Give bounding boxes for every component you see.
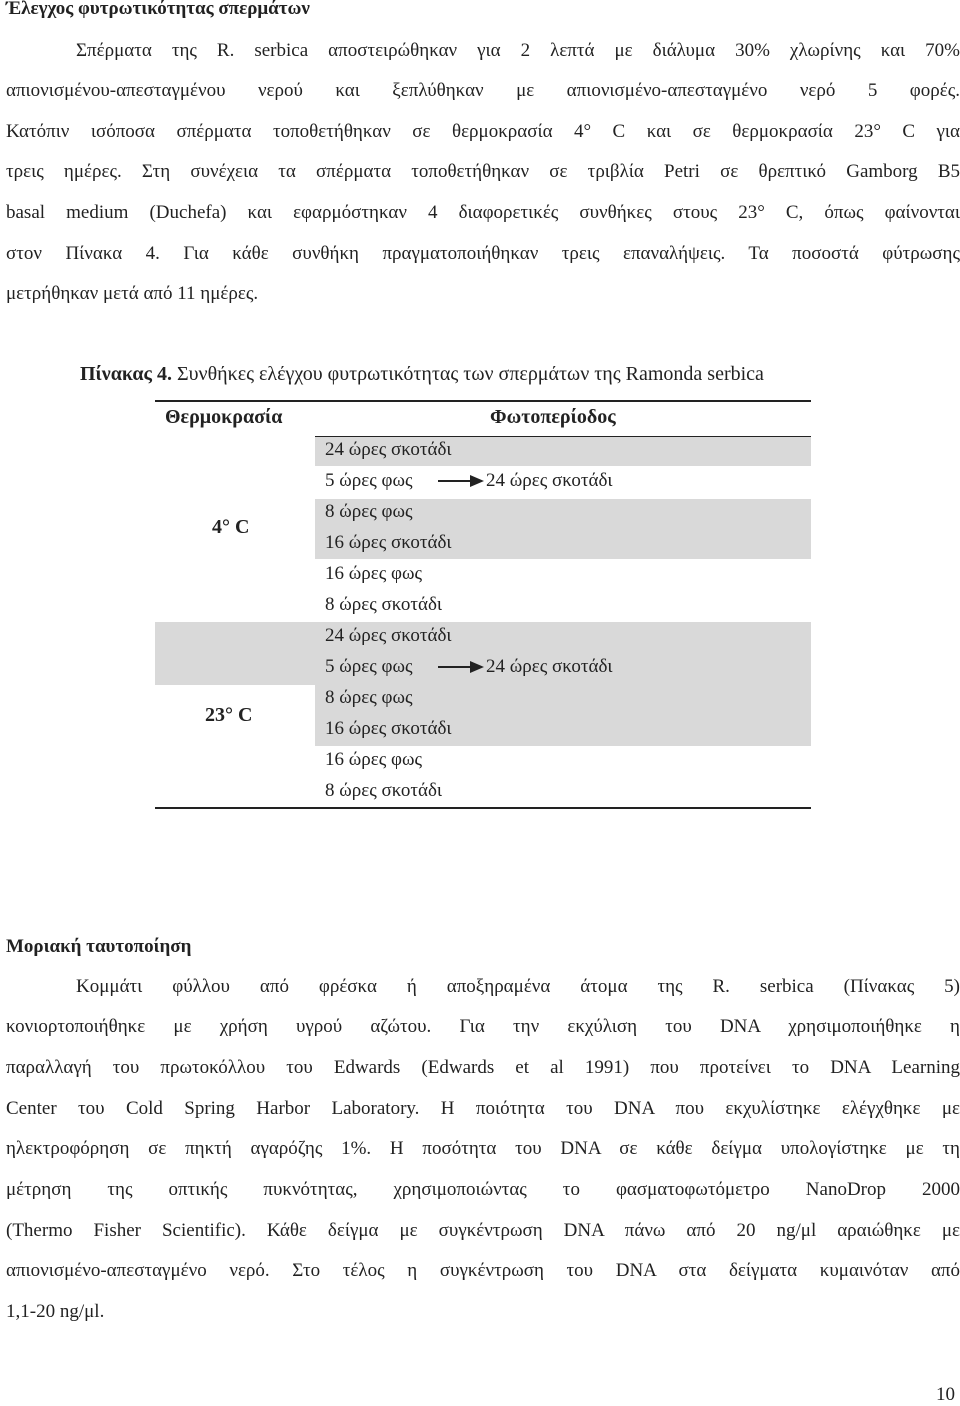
paragraph-line: στον Πίνακα 4. Για κάθε συνθήκη πραγματοποιήθηκαν τρεις επαναλήψεις. Τα ποσοστά φύτρωσης [6, 243, 960, 264]
paragraph-line: Κατόπιν ισόποσα σπέρματα τοποθετήθηκαν σε θερμοκρασία 4° C και σε θερμοκρασία 23° C για [6, 121, 960, 142]
paragraph-line: κονιορτοποιήθηκε με χρήση υγρού αζώτου. Για την εκχύλιση του DNA χρησιμοποιήθηκε η [6, 1016, 960, 1037]
table-cell: 24 ώρες σκοτάδι [325, 439, 452, 460]
table-top-rule [155, 400, 811, 402]
paragraph-line: τρεις ημέρες. Στη συνέχεια τα σπέρματα τοποθετήθηκαν σε τριβλία Petri σε θρεπτικό Gamborg B5 [6, 161, 960, 182]
table-cell: 16 ώρες σκοτάδι [325, 532, 452, 553]
table-cell: 8 ώρες φως [325, 501, 413, 522]
table-bottom-rule [155, 807, 811, 809]
paragraph-line: μέτρηση της οπτικής πυκνότητας, χρησιμοποιώντας το φασματοφωτόμετρο NanoDrop 2000 [6, 1179, 960, 1200]
table-cell: 8 ώρες φως [325, 687, 413, 708]
table-caption-text: Συνθήκες ελέγχου φυτρωτικότητας των σπερμάτων της Ramonda serbica [171, 363, 764, 385]
table-caption-label: Πίνακας 4. [80, 363, 172, 385]
row-shade [155, 622, 811, 685]
paragraph-line: παραλλαγή του πρωτοκόλλου του Edwards (Edwards et al 1991) που προτείνει το DNA Learning [6, 1057, 960, 1078]
page-number: 10 [936, 1384, 955, 1405]
arrow-right-icon [438, 660, 484, 674]
temp-23c: 23° C [205, 704, 253, 726]
paragraph-line: απιονισμένο-απεσταγμένο νερό. Στο τέλος η συγκέντρωση του DNA στα δείγματα κυμαινόταν από [6, 1260, 960, 1281]
paragraph-line: ηλεκτροφόρηση σε πηκτή αγαρόζης 1%. Η ποσότητα του DNA σε κάθε δείγμα υπολογίστηκε με τη [6, 1138, 960, 1159]
table-cell: 16 ώρες φως [325, 563, 422, 584]
header-photoperiod: Φωτοπερίοδος [490, 406, 616, 428]
temp-4c: 4° C [212, 516, 250, 538]
paragraph-line: (Thermo Fisher Scientific). Κάθε δείγμα με συγκέντρωση DNA πάνω από 20 ng/μl αραιώθηκε με [6, 1220, 960, 1241]
table-cell: 8 ώρες σκοτάδι [325, 594, 443, 615]
table-cell: 16 ώρες σκοτάδι [325, 718, 452, 739]
header-temperature: Θερμοκρασία [165, 406, 283, 428]
arrow-right-icon [438, 474, 484, 488]
paragraph-line: απιονισμένου-απεσταγμένου νερού και ξεπλύθηκαν με απιονισμένο-απεσταγμένο νερό 5 φορές. [6, 80, 960, 101]
paragraph-line: Κομμάτι φύλλου από φρέσκα ή αποξηραμένα άτομα της R. serbica (Πίνακας 5) [76, 976, 960, 997]
table-cell: 5 ώρες φως [325, 470, 413, 491]
table-cell-arrow-target: 24 ώρες σκοτάδι [486, 656, 613, 677]
paragraph-line: Center του Cold Spring Harbor Laboratory. Η ποιότητα του DNA που εκχυλίστηκε ελέγχθηκε με [6, 1098, 960, 1119]
table-cell: 16 ώρες φως [325, 749, 422, 770]
paragraph-line: Σπέρματα της R. serbica αποστειρώθηκαν για 2 λεπτά με διάλυμα 30% χλωρίνης και 70% [76, 40, 960, 61]
section-heading-molecular: Μοριακή ταυτοποίηση [6, 936, 192, 957]
table-cell: 8 ώρες σκοτάδι [325, 780, 443, 801]
paragraph-line: 1,1-20 ng/μl. [6, 1301, 105, 1322]
table-cell: 24 ώρες σκοτάδι [325, 625, 452, 646]
table-cell: 5 ώρες φως [325, 656, 413, 677]
paragraph-line: basal medium (Duchefa) και εφαρμόστηκαν 4 διαφορετικές συνθήκες στους 23° C, όπως φαίνονται [6, 202, 960, 223]
table-caption [80, 363, 764, 386]
section-heading-germination: Έλεγχος φυτρωτικότητας σπερμάτων [6, 0, 310, 19]
paragraph-line: μετρήθηκαν μετά από 11 ημέρες. [6, 283, 259, 304]
table-cell-arrow-target: 24 ώρες σκοτάδι [486, 470, 613, 491]
